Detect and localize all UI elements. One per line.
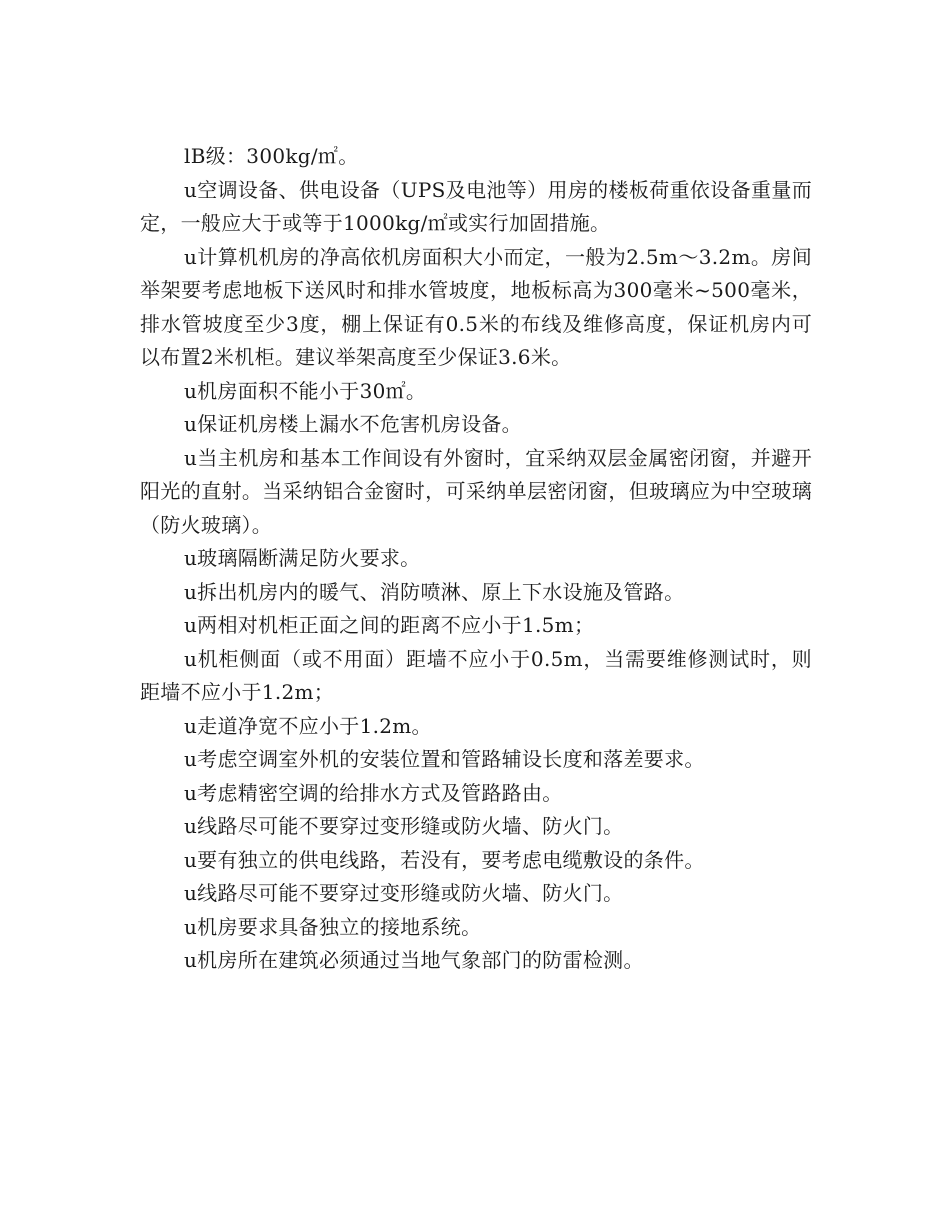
paragraph-outdoor-ac-unit: u考虑空调室外机的安装位置和管路辅设长度和落差要求。 — [184, 747, 705, 771]
paragraph-remove-facilities: u拆出机房内的暖气、消防喷淋、原上下水设施及管路。 — [184, 579, 685, 604]
paragraph-equipment-room-floor-load: u空调设备、供电设备（UPS及电池等）用房的楼板荷重依设备重量而定，一般应大于或等于1000kg/㎡或实行加固措施。 — [140, 177, 812, 235]
document-body — [140, 140, 812, 978]
paragraph-line-routing: u线路尽可能不要穿过变形缝或防火墙、防火门。 — [184, 814, 624, 838]
paragraph-lightning-inspection: u机房所在建筑必须通过当地气象部门的防雷检测。 — [184, 948, 644, 972]
paragraph-floor-load-grade-b: lB级：300kg/㎡。 — [184, 144, 359, 168]
paragraph-cabinet-side-distance: u机柜侧面（或不用面）距墙不应小于0.5m，当需要维修测试时，则距墙不应小于1.2m； — [140, 646, 812, 704]
paragraph-independent-power: u要有独立的供电线路，若没有，要考虑电缆敷设的条件。 — [184, 847, 705, 872]
paragraph-room-clear-height: u计算机机房的净高依机房面积大小而定，一般为2.5m～3.2m。房间举架要考虑地板下送风时和排水管坡度，地板标高为300毫米~500毫米，排水管坡度至少3度，棚上保证有0.5米的布线及维修高度，保证机房内可以布置2米机柜。建议举架高度至少保证3.6米。 — [140, 244, 812, 369]
paragraph-exterior-windows: u当主机房和基本工作间设有外窗时，宜采纳双层金属密闭窗，并避开阳光的直射。当采纳铝合金窗时，可采纳单层密闭窗，但玻璃应为中空玻璃（防火玻璃）。 — [140, 445, 812, 537]
paragraph-grounding-system: u机房要求具备独立的接地系统。 — [184, 914, 482, 939]
paragraph-precision-ac-drainage: u考虑精密空调的给排水方式及管路路由。 — [184, 780, 563, 805]
paragraph-aisle-width: u走道净宽不应小于1.2m。 — [184, 713, 432, 738]
paragraph-room-area: u机房面积不能小于30㎡。 — [184, 378, 427, 403]
paragraph-line-routing-repeat: u线路尽可能不要穿过变形缝或防火墙、防火门。 — [184, 881, 624, 905]
paragraph-glass-partition: u玻璃隔断满足防火要求。 — [184, 546, 421, 570]
paragraph-upstairs-leakage: u保证机房楼上漏水不危害机房设备。 — [184, 412, 522, 436]
paragraph-cabinet-front-distance: u两相对机柜正面之间的距离不应小于1.5m； — [184, 613, 595, 637]
